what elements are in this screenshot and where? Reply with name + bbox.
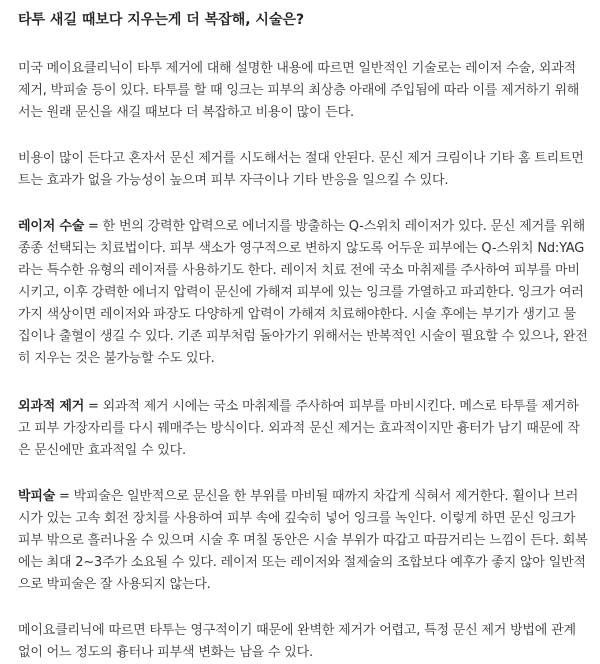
term-laser-surgery: 레이저 수술: [18, 219, 85, 234]
section-headline: 타투 새길 때보다 지우는게 더 복잡해, 시술은?: [18, 12, 305, 28]
surgical-description: = 외과적 제거 시에는 국소 마취제를 주사하여 피부를 마비시킨다. 메스로 타투를 제거하고 피부 가장자리를 다시 꿰매주는 방식이다. 외과적 문신 제거는 효과적이지만 흉터가 남기 때문에 작은 문신에만 효과적일 수 있다.: [18, 399, 580, 458]
dermabrasion-description: = 박피술은 일반적으로 문신을 한 부위를 마비될 때까지 차갑게 식혀서 제거한다. 휠이나 브러시가 있는 고속 회전 장치를 사용하여 피부 속에 깊숙히 넣어 잉크를 녹인다. 이렇게 하면 문신 잉크가 피부 밖으로 흘러나올 수 있으며 시술 후 며칠 동안은 시술 부위가 따갑고 따끔거리는 느낌이 든다. 회복에는 최대 2~3주가 소요될 수 있다. 레이저 또는 레이저와 절제술의 조합보다 예후가 좋지 않아 일반적으로 박피술은 잘 사용되지 않는다.: [18, 489, 588, 592]
laser-description: = 한 번의 강력한 압력으로 에너지를 방출하는 Q-스위치 레이저가 있다. 문신 제거를 위해 종종 선택되는 치료법이다. 피부 색소가 영구적으로 변하지 않도록 어두운 피부에는 Q-스위치 Nd:YAG라는 특수한 유형의 레이저를 사용하기도 한다. 레이저 치료 전에 국소 마취제를 주사하여 피부를 마비시키고, 이후 강력한 에너지 압력이 문신에 가해져 피부에 있는 잉크를 가열하고 파괴한다. 잉크가 여러 가지 색상이면 레이저와 파장도 다양하게 압력이 가해져 치료해야한다. 시술 후에는 부기가 생기고 물집이나 출혈이 생길 수 있다. 기존 피부처럼 돌아가기 위해서는 반복적인 시술이 필요할 수 있으나, 완전히 지우는 것은 불가능할 수도 있다.: [18, 219, 588, 366]
paragraph-intro: 미국 메이요클리닉이 타투 제거에 대해 설명한 내용에 따르면 일반적인 기술로는 레이저 수술, 외과적 제거, 박피술 등이 있다. 타투를 할 때 잉크는 피부의 최상층 아래에 주입됨에 따라 이를 제거하기 위해서는 원래 문신을 새길 때보다 더 복잡하고 비용이 많이 든다.: [18, 61, 580, 120]
paragraph-surgical: [18, 396, 588, 462]
paragraph-warning: 비용이 많이 든다고 혼자서 문신 제거를 시도해서는 절대 안된다. 문신 제거 크림이나 기타 홈 트리트먼트는 효과가 없을 가능성이 높으며 피부 자극이나 기타 반응을 일으킬 수 있다.: [18, 151, 584, 188]
paragraph-conclusion: 메이요클리닉에 따르면 타투는 영구적이기 때문에 완벽한 제거가 어렵고, 특정 문신 제거 방법에 관계없이 어느 정도의 흉터나 피부색 변화는 남을 수 있다.: [18, 623, 576, 660]
term-surgical-removal: 외과적 제거: [18, 399, 85, 414]
paragraph-dermabrasion: [18, 486, 588, 596]
term-dermabrasion: 박피술: [18, 489, 56, 504]
paragraph-laser: [18, 216, 588, 370]
